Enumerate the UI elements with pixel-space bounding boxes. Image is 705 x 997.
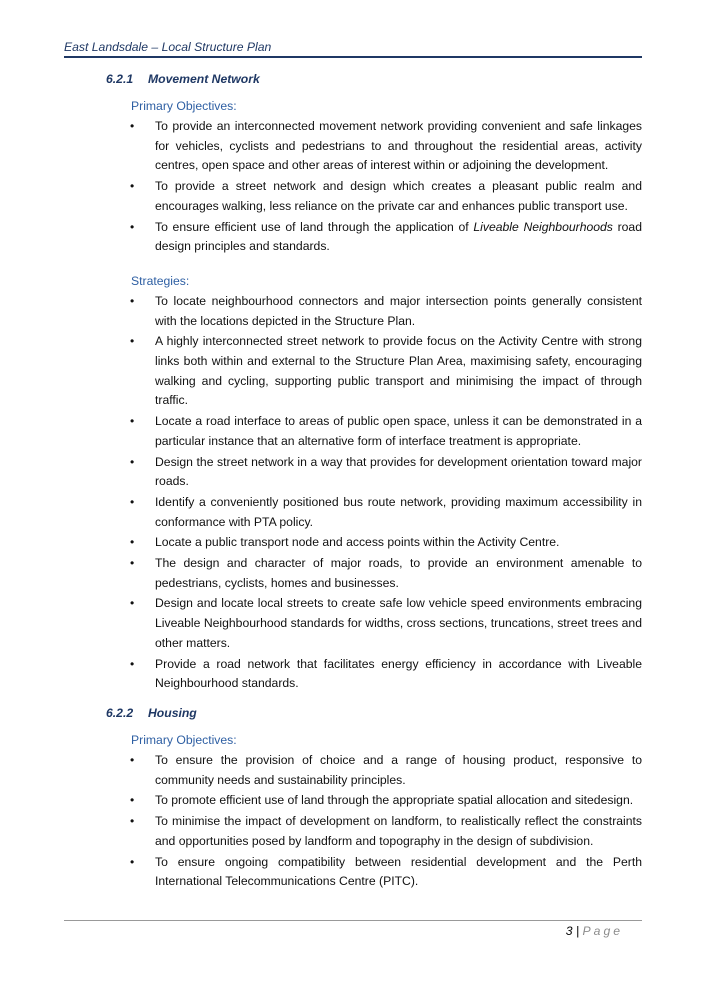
section-number: 6.2.2	[106, 705, 134, 720]
page-number: 3 | Page	[565, 924, 623, 938]
bullet-icon: •	[130, 854, 135, 869]
section-number: 6.2.1	[106, 72, 134, 86]
list-item: • To ensure ongoing compatibility between residential development and the Perth International Telecommunications Centre (PITC).	[130, 854, 642, 889]
bullet-icon: •	[130, 119, 135, 133]
section-title: Housing	[148, 705, 197, 720]
list-item: • Design the street network in a way that provides for development orientation toward major roads.	[130, 454, 642, 489]
bullet-icon: •	[130, 535, 135, 550]
list-item: • Design and locate local streets to create safe low vehicle speed environments embracing Liveable Neighbourhood standards for widths, cross sections, truncations, street trees and other matters.	[130, 596, 642, 650]
bullet-icon: •	[130, 179, 135, 194]
list-item: • To locate neighbourhood connectors and major intersection points generally consistent with the locations depicted in the Structure Plan.	[130, 293, 642, 328]
subheading-primary-objectives: Primary Objectives:	[131, 732, 237, 747]
list-item: • Locate a public transport node and access points within the Activity Centre.	[64, 533, 642, 553]
footer-divider	[64, 920, 642, 921]
list-item: • The design and character of major roads, to provide an environment amenable to pedestrians, cyclists, homes and businesses.	[130, 556, 642, 590]
subheading-strategies: Strategies:	[131, 273, 190, 288]
list-item: • Provide a road network that facilitates energy efficiency in accordance with Liveable Neighbourhood standards.	[130, 656, 642, 691]
list-item: • To ensure the provision of choice and a range of housing product, responsive to community needs and sustainability principles.	[130, 752, 642, 787]
list-item: • To ensure efficient use of land through the application of Liveable Neighbourhoods road design principles and standards.	[130, 219, 642, 254]
bullet-icon: •	[130, 656, 135, 671]
bullet-icon: •	[130, 494, 135, 509]
list-item: • To provide a street network and design which creates a pleasant public realm and encourages walking, less reliance on the private car and enhances public transport use.	[130, 179, 642, 213]
document-title: East Landsdale – Local Structure Plan	[64, 40, 272, 54]
bullet-icon: •	[130, 454, 135, 469]
strategies-list	[64, 292, 642, 694]
bullet-icon: •	[130, 219, 135, 234]
bullet-icon: •	[130, 752, 135, 767]
list-item: • Locate a road interface to areas of public open space, unless it can be demonstrated in a particular instance that an alternative form of interface treatment is appropriate.	[130, 414, 642, 448]
running-header	[64, 40, 642, 58]
bullet-icon: •	[130, 414, 135, 429]
list-item: • To promote efficient use of land through the appropriate spatial allocation and sitedesign.	[64, 791, 642, 811]
page-content	[64, 70, 642, 893]
housing-objectives-list	[64, 751, 642, 892]
primary-objectives-list	[64, 117, 642, 257]
list-item: • A highly interconnected street network to provide focus on the Activity Centre with strong links both within and external to the Structure Plan Area, maximising safety, encouraging walking and cycling, supporting public transport and minimising the impact of through traffic.	[130, 334, 642, 408]
section-heading-6-2-2	[106, 704, 642, 722]
subheading-primary-objectives: Primary Objectives:	[131, 99, 237, 113]
bullet-icon: •	[130, 293, 135, 308]
bullet-icon: •	[130, 556, 135, 571]
bullet-icon: •	[130, 793, 135, 808]
list-item: • Identify a conveniently positioned bus route network, providing maximum accessibility in conformance with PTA policy.	[130, 494, 642, 529]
section-heading-6-2-1	[106, 70, 642, 88]
bullet-icon: •	[130, 334, 135, 349]
bullet-icon: •	[130, 814, 135, 829]
list-item: • To provide an interconnected movement network providing convenient and safe linkages for vehicles, cyclists and pedestrians to and throughout the residential areas, activity centres, open space and other areas of interest within or adjoining the development.	[130, 119, 642, 173]
section-title: Movement Network	[148, 72, 260, 86]
bullet-icon: •	[130, 596, 135, 611]
list-item: • To minimise the impact of development on landform, to realistically reflect the constraints and opportunities posed by landform and topography in the design of subdivision.	[130, 814, 642, 848]
